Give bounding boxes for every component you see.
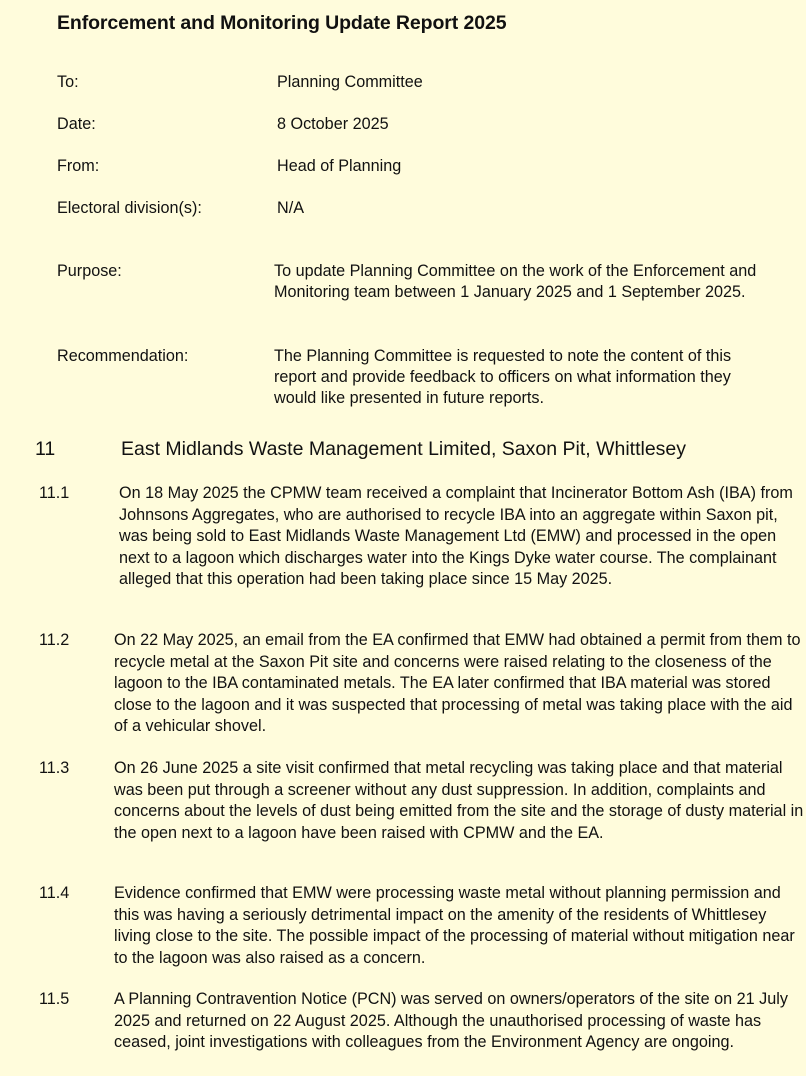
date-value: 8 October 2025 <box>277 115 389 133</box>
from-label: From: <box>57 157 100 175</box>
paragraph-number: 11.2 <box>39 631 70 649</box>
paragraph-number: 11.4 <box>39 884 70 902</box>
from-value: Head of Planning <box>277 157 402 175</box>
to-label: To: <box>57 73 79 91</box>
recommendation-label: Recommendation: <box>57 347 189 365</box>
section-title: East Midlands Waste Management Limited, Saxon Pit, Whittlesey <box>121 438 687 460</box>
purpose-value: To update Planning Committee on the work of the Enforcement and Monitoring team between 1 January 2025 and 1 September 2025. <box>274 262 757 301</box>
division-value: N/A <box>277 199 304 217</box>
date-label: Date: <box>57 115 96 133</box>
paragraph-text: A Planning Contravention Notice (PCN) was served on owners/operators of the site on 21 July 2025 and returned on 22 August 2025. Although the unauthorised processing of waste has ceased, joint investigations with colleagues from the Environment Agency are ongoing. <box>114 990 788 1051</box>
purpose-label: Purpose: <box>57 262 122 280</box>
paragraph-text: Evidence confirmed that EMW were processing waste metal without planning permission and this was having a seriously detrimental impact on the amenity of the residents of Whittlesey living close to the site. The possible impact of the processing of material without mitigation near to the lagoon was also raised as a concern. <box>114 884 795 967</box>
division-label: Electoral division(s): <box>57 199 202 217</box>
paragraph-text: On 26 June 2025 a site visit confirmed that metal recycling was taking place and that material was been put through a screener without any dust suppression. In addition, complaints and concerns about the levels of dust being emitted from the site and the storage of dusty material in the open next to a lagoon have been raised with CPMW and the EA. <box>114 759 804 842</box>
paragraph-text: On 18 May 2025 the CPMW team received a complaint that Incinerator Bottom Ash (IBA) from Johnsons Aggregates, who are authorised to recycle IBA into an aggregate within Saxon pit, was being sold to East Midlands Waste Management Ltd (EMW) and processed in the open next to a lagoon which discharges water into the Kings Dyke water course. The complainant alleged that this operation had been taking place since 15 May 2025. <box>119 484 793 588</box>
recommendation-value: The Planning Committee is requested to note the content of this report and provide feedback to officers on what information they would like presented in future reports. <box>274 347 732 407</box>
paragraph-number: 11.1 <box>39 484 70 502</box>
paragraph-number: 11.3 <box>39 759 70 777</box>
to-value: Planning Committee <box>277 73 423 91</box>
section-number: 11 <box>35 438 56 460</box>
paragraph-text: On 22 May 2025, an email from the EA confirmed that EMW had obtained a permit from them to recycle metal at the Saxon Pit site and concerns were raised relating to the closeness of the lagoon to the IBA contaminated metals. The EA later confirmed that IBA material was stored close to the lagoon and it was suspected that processing of metal was taking place with the aid of a vehicular shovel. <box>114 631 801 735</box>
paragraph-number: 11.5 <box>39 990 70 1008</box>
report-title: Enforcement and Monitoring Update Report 2025 <box>57 12 507 34</box>
